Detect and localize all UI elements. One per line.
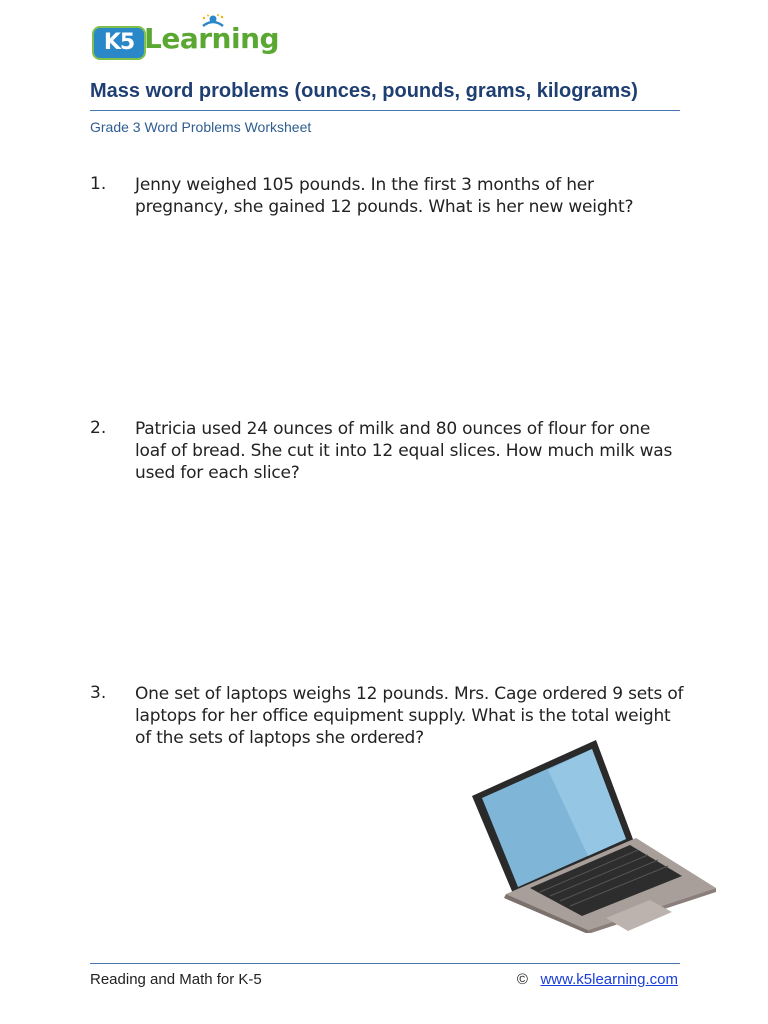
problem-number: 2. bbox=[90, 418, 107, 438]
problem-number: 1. bbox=[90, 174, 107, 194]
footer-divider bbox=[90, 963, 680, 964]
logo-person-icon bbox=[200, 14, 226, 38]
k5-learning-logo bbox=[92, 14, 280, 60]
logo-word: Learning bbox=[144, 22, 280, 55]
footer-tagline: Reading and Math for K-5 bbox=[90, 971, 262, 988]
footer-copyright bbox=[517, 971, 678, 988]
problem-text: Jenny weighed 105 pounds. In the first 3 months of her pregnancy, she gained 12 pounds. What is her new weight? bbox=[135, 175, 634, 217]
problem-text: Patricia used 24 ounces of milk and 80 ounces of flour for one loaf of bread. She cut it into 12 equal slices. How much milk was used for each slice? bbox=[135, 419, 673, 483]
problem-number: 3. bbox=[90, 683, 107, 703]
title-divider bbox=[90, 110, 680, 111]
problem-text: One set of laptops weighs 12 pounds. Mrs. Cage ordered 9 sets of laptops for her office equipment supply. What is the total weight of the sets of laptops she ordered? bbox=[135, 684, 684, 748]
website-link[interactable]: www.k5learning.com bbox=[540, 971, 678, 988]
page-subtitle: Grade 3 Word Problems Worksheet bbox=[90, 119, 312, 135]
page-title: Mass word problems (ounces, pounds, grams, kilograms) bbox=[90, 80, 638, 102]
copyright-symbol: © bbox=[516, 971, 528, 988]
laptop-icon bbox=[468, 738, 720, 933]
logo-badge: K5 bbox=[92, 26, 146, 60]
